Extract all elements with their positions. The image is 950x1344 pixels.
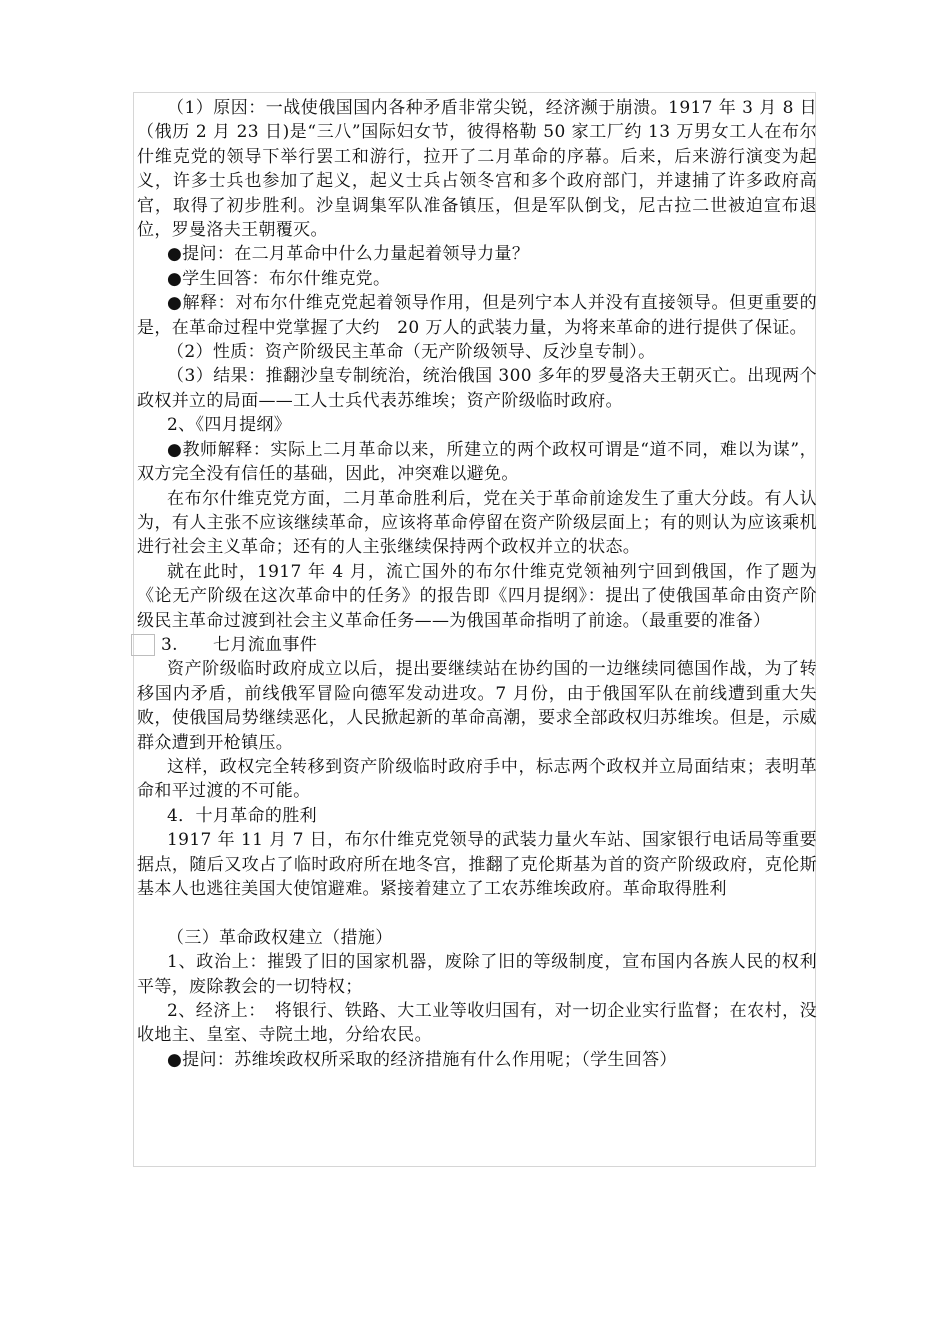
paragraph-october-victory: 1917 年 11 月 7 日，布尔什维克党领导的武装力量火车站、国家银行电话局等重要据点，随后又攻占了临时政府所在地冬宫，推翻了克伦斯基为首的资产阶级政府，克伦斯基本人也逃往美国大使馆避难。紧接着建立了工农苏维埃政府。革命取得胜利: [137, 830, 817, 899]
document-body: [137, 96, 817, 1072]
paragraph-question-2: ●提问：苏维埃政权所采取的经济措施有什么作用呢；（学生回答）: [167, 1049, 677, 1070]
paragraph-provisional-government: 资产阶级临时政府成立以后，提出要继续站在协约国的一边继续同德国作战，为了转移国内矛盾，前线俄军冒险向德军发动进攻。7 月份，由于俄国军队在前线遭到重大失败，使俄国局势继续恶化，人民掀起新的革命高潮，要求全部政权归苏维埃。但是，示威群众遭到开枪镇压。: [137, 659, 817, 753]
heading-july-days: [137, 633, 817, 657]
paragraph-nature: （2）性质：资产阶级民主革命（无产阶级领导、反沙皇专制）。: [167, 342, 656, 363]
paragraph-result: （3）结果：推翻沙皇专制统治，统治俄国 300 多年的罗曼洛夫王朝灭亡。出现两个政权并立的局面——工人士兵代表苏维埃；资产阶级临时政府。: [137, 366, 817, 411]
heading-number: 3.: [161, 634, 178, 655]
heading-text: 七月流血事件: [213, 634, 318, 655]
empty-cell-box: [131, 634, 155, 656]
heading-april-theses: 2、《四月提纲》: [167, 415, 292, 436]
paragraph-economic-measures: 2、经济上： 将银行、铁路、大工业等收归国有，对一切企业实行监督；在农村，没收地主、皇室、寺院土地，分给农民。: [137, 1001, 817, 1046]
paragraph-teacher-explanation: ●教师解释：实际上二月革命以来，所建立的两个政权可谓是“道不同，难以为谋”，双方完全没有信任的基础，因此，冲突难以避免。: [137, 439, 817, 485]
paragraph-bolshevik-divergence: 在布尔什维克党方面，二月革命胜利后，党在关于革命前途发生了重大分歧。有人认为，有人主张不应该继续革命，应该将革命停留在资产阶级层面上；有的则认为应该乘机进行社会主义革命；还有的人主张继续保持两个政权并立的状态。: [137, 488, 817, 558]
paragraph-cause: （1）原因：一战使俄国国内各种矛盾非常尖锐，经济濒于崩溃。1917 年 3 月 8 日（俄历 2 月 23 日)是“三八”国际妇女节，彼得格勒 50 家工厂约 13 万男女工人在布尔什维克党的领导下举行罢工和游行，拉开了二月革命的序幕。后来，后来游行演变为起义，许多士兵也参加了起义，起义士兵占领冬宫和多个政府部门，并逮捕了许多政府高官，取得了初步胜利。沙皇调集军队准备镇压，但是军队倒戈，尼古拉二世被迫宣布退位，罗曼洛夫王朝覆灭。: [137, 98, 817, 241]
blank-line: [137, 901, 817, 925]
paragraph-lenin-return: 就在此时，1917 年 4 月，流亡国外的布尔什维克党领袖列宁回到俄国，作了题为《论无产阶级在这次革命中的任务》的报告即《四月提纲》：提出了使俄国革命由资产阶级民主革命过渡到社会主义革命任务——为俄国革命指明了前途。（最重要的准备）: [137, 561, 817, 631]
heading-regime-measures: （三）革命政权建立（措施）: [167, 927, 393, 948]
paragraph-power-transfer: 这样，政权完全转移到资产阶级临时政府手中，标志两个政权并立局面结束；表明革命和平过渡的不可能。: [137, 756, 817, 802]
paragraph-explanation-1: ●解释：对布尔什维克党起着领导作用，但是列宁本人并没有直接领导。但更重要的是，在革命过程中党掌握了大约 20 万人的武装力量，为将来革命的进行提供了保证。: [137, 293, 817, 338]
paragraph-question-1: ●提问：在二月革命中什么力量起着领导力量？: [167, 244, 530, 265]
paragraph-answer-1: ●学生回答：布尔什维克党。: [167, 268, 391, 289]
heading-october-revolution: 4．十月革命的胜利: [167, 805, 317, 826]
paragraph-political-measures: 1、政治上：摧毁了旧的国家机器，废除了旧的等级制度，宣布国内各族人民的权利平等，废除教会的一切特权；: [137, 952, 817, 997]
